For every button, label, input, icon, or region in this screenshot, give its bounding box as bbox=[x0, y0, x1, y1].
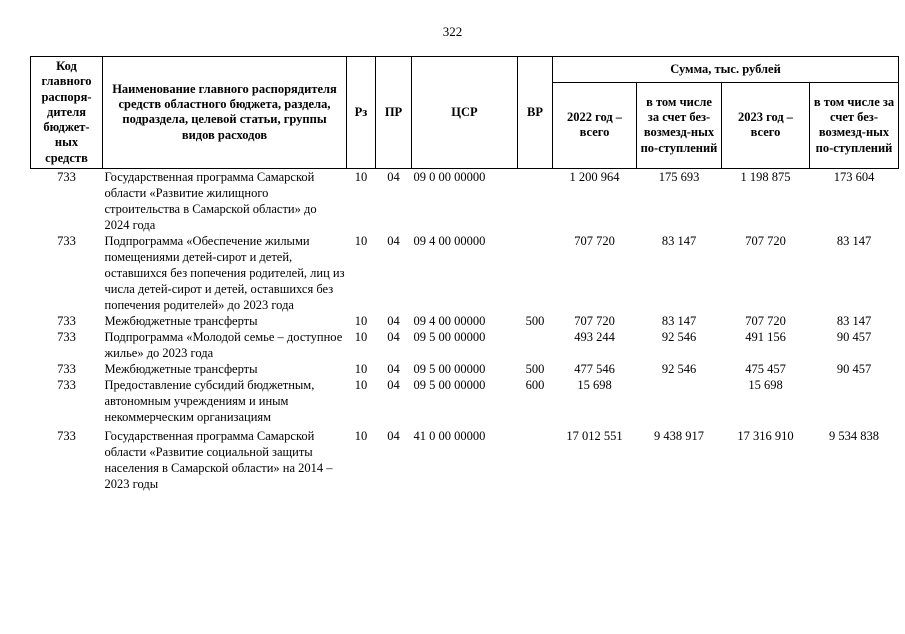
table-row bbox=[31, 313, 899, 329]
table-row bbox=[31, 233, 899, 313]
cell-pr: 04 bbox=[387, 169, 400, 184]
cell-2023-free: 90 457 bbox=[836, 329, 872, 344]
cell-code: 733 bbox=[57, 428, 76, 443]
header-2023-free: в том числе за счет без-возмезд-ных по-ступлений bbox=[810, 83, 899, 169]
cell-2023-total: 15 698 bbox=[748, 377, 783, 392]
cell-2022-total: 17 012 551 bbox=[566, 428, 623, 443]
cell-pr: 04 bbox=[387, 233, 400, 248]
cell-2023-total: 707 720 bbox=[745, 313, 786, 328]
cell-2022-total: 477 546 bbox=[574, 361, 615, 376]
cell-rz: 10 bbox=[354, 169, 368, 184]
cell-2023-free bbox=[810, 377, 899, 425]
cell-vr: 600 bbox=[525, 377, 545, 392]
cell-2022-free bbox=[637, 377, 722, 425]
cell-csr: 09 4 00 00000 bbox=[413, 233, 486, 248]
cell-2022-free: 175 693 bbox=[658, 169, 700, 184]
cell-code: 733 bbox=[57, 361, 76, 376]
header-code: Код главного распоря-дителя бюджет-ных средств bbox=[31, 57, 103, 169]
cell-csr: 09 4 00 00000 bbox=[413, 313, 486, 328]
cell-csr: 09 5 00 00000 bbox=[413, 377, 486, 392]
cell-vr bbox=[518, 329, 553, 361]
cell-rz: 10 bbox=[354, 361, 368, 376]
cell-vr bbox=[518, 428, 553, 492]
cell-vr bbox=[518, 233, 553, 313]
header-vr: ВР bbox=[518, 57, 553, 169]
cell-rz: 10 bbox=[354, 377, 368, 392]
cell-2022-total: 707 720 bbox=[574, 233, 615, 248]
cell-2022-free: 83 147 bbox=[661, 313, 697, 328]
cell-2023-total: 707 720 bbox=[745, 233, 786, 248]
page-number: 322 bbox=[442, 24, 463, 39]
cell-pr: 04 bbox=[387, 428, 400, 443]
table-row bbox=[31, 428, 899, 492]
cell-2023-free: 173 604 bbox=[833, 169, 875, 184]
header-name: Наименование главного распорядителя средств областного бюджета, раздела, подраздела, целевой статьи, группы видов расходов bbox=[103, 57, 347, 169]
header-rz: Рз bbox=[347, 57, 376, 169]
cell-code: 733 bbox=[57, 169, 76, 184]
budget-table bbox=[30, 56, 899, 492]
cell-rz: 10 bbox=[354, 233, 368, 248]
cell-pr: 04 bbox=[387, 361, 400, 376]
cell-csr: 41 0 00 00000 bbox=[413, 428, 486, 443]
header-2022-free: в том числе за счет без-возмезд-ных по-ступлений bbox=[637, 83, 722, 169]
cell-2023-total: 17 316 910 bbox=[737, 428, 794, 443]
table-row bbox=[31, 377, 899, 425]
header-pr: ПР bbox=[376, 57, 412, 169]
cell-name: Государственная программа Самарской области «Развитие социальной защиты населения в Самарской области» на 2014 – 2023 годы bbox=[104, 428, 333, 491]
cell-name: Подпрограмма «Обеспечение жилыми помещениями детей-сирот и детей, оставшихся без попечения родителей, лиц из числа детей-сирот и детей, оставшихся без попечения родителей» до 2023 года bbox=[104, 233, 345, 312]
table-row bbox=[31, 168, 899, 233]
cell-2022-total: 1 200 964 bbox=[569, 169, 620, 184]
cell-code: 733 bbox=[57, 329, 76, 344]
cell-name: Государственная программа Самарской области «Развитие жилищного строительства в Самарской области» до 2024 года bbox=[104, 169, 317, 232]
cell-csr: 09 5 00 00000 bbox=[413, 329, 486, 344]
table-body bbox=[31, 168, 899, 492]
cell-name: Подпрограмма «Молодой семье – доступное жилье» до 2023 года bbox=[104, 329, 343, 360]
cell-pr: 04 bbox=[387, 377, 400, 392]
cell-2023-total: 1 198 875 bbox=[740, 169, 791, 184]
cell-rz: 10 bbox=[354, 329, 368, 344]
header-2022-total: 2022 год – всего bbox=[553, 83, 637, 169]
table-row bbox=[31, 361, 899, 377]
cell-vr: 500 bbox=[525, 361, 545, 376]
cell-name: Межбюджетные трансферты bbox=[104, 361, 258, 376]
table-header bbox=[31, 57, 899, 169]
cell-rz: 10 bbox=[354, 428, 368, 443]
cell-2022-total: 15 698 bbox=[577, 377, 612, 392]
cell-2023-total: 491 156 bbox=[745, 329, 786, 344]
cell-2023-free: 90 457 bbox=[836, 361, 872, 376]
cell-2023-free: 83 147 bbox=[836, 313, 872, 328]
cell-code: 733 bbox=[57, 313, 76, 328]
cell-name: Предоставление субсидий бюджетным, автономным учреждениям и иным некоммерческим организациям bbox=[104, 377, 315, 424]
cell-csr: 09 0 00 00000 bbox=[413, 169, 486, 184]
cell-2022-total: 493 244 bbox=[574, 329, 615, 344]
cell-name: Межбюджетные трансферты bbox=[104, 313, 258, 328]
cell-vr bbox=[518, 168, 553, 233]
header-2023-total: 2023 год – всего bbox=[722, 83, 810, 169]
cell-pr: 04 bbox=[387, 329, 400, 344]
cell-2022-free: 83 147 bbox=[661, 233, 697, 248]
cell-2022-free: 92 546 bbox=[661, 361, 697, 376]
cell-2023-total: 475 457 bbox=[745, 361, 786, 376]
cell-2022-total: 707 720 bbox=[574, 313, 615, 328]
cell-pr: 04 bbox=[387, 313, 400, 328]
cell-2023-free: 83 147 bbox=[836, 233, 872, 248]
cell-vr: 500 bbox=[525, 313, 545, 328]
cell-code: 733 bbox=[57, 377, 76, 392]
table-row bbox=[31, 329, 899, 361]
cell-rz: 10 bbox=[354, 313, 368, 328]
header-sum-group: Сумма, тыс. рублей bbox=[553, 57, 899, 83]
cell-2022-free: 92 546 bbox=[661, 329, 697, 344]
cell-csr: 09 5 00 00000 bbox=[413, 361, 486, 376]
cell-2023-free: 9 534 838 bbox=[829, 428, 880, 443]
cell-2022-free: 9 438 917 bbox=[654, 428, 704, 443]
cell-code: 733 bbox=[57, 233, 76, 248]
header-csr: ЦСР bbox=[412, 57, 518, 169]
